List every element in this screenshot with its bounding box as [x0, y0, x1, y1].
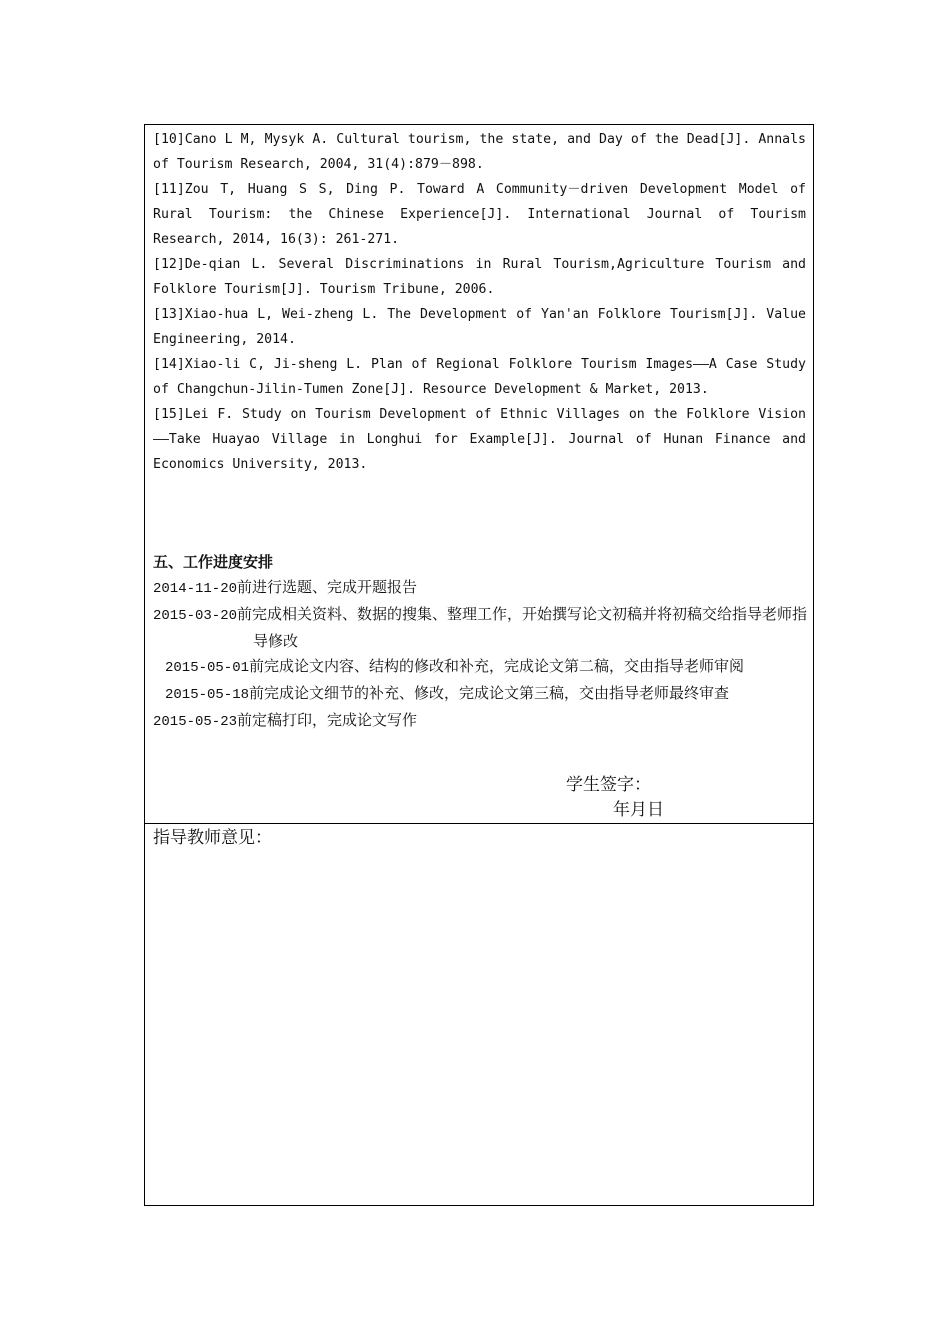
student-signature-label: 学生签字： — [566, 775, 651, 795]
schedule-date: 2015-05-18 — [165, 687, 250, 703]
schedule-text: 前完成论文内容、结构的修改和补充，完成论文第二稿，交由指导老师审阅 — [249, 657, 745, 675]
schedule-text: 前完成相关资料、数据的搜集、整理工作，开始撰写论文初稿并将初稿交给指导老师指导修改 — [237, 605, 808, 650]
schedule-item — [153, 602, 809, 654]
reference-item: [15]Lei F. Study on Tourism Development of Ethnic Villages on the Folklore Vision——Take Huayao Village in Longhui for Example[J]. Journal of Hunan Finance and Economics University, 2013. — [153, 407, 806, 472]
reference-item: [12]De-qian L. Several Discriminations in Rural Tourism,Agriculture Tourism and Folklore Tourism[J]. Tourism Tribune, 2006. — [153, 257, 806, 297]
schedule-text: 前完成论文细节的补充、修改，完成论文第三稿，交由指导老师最终审查 — [249, 684, 730, 702]
reference-item: [10]Cano L M, Mysyk A. Cultural tourism, the state, and Day of the Dead[J]. Annals of Tourism Research, 2004, 31(4):879－898. — [153, 132, 806, 172]
schedule-text: 前进行选题、完成开题报告 — [237, 578, 418, 596]
reference-item: [13]Xiao-hua L, Wei-zheng L. The Development of Yan'an Folklore Tourism[J]. Value Engineering, 2014. — [153, 307, 806, 347]
signature-date-label: 年月日 — [613, 800, 664, 820]
advisor-opinion-label: 指导教师意见： — [153, 828, 272, 848]
reference-list — [153, 127, 806, 477]
schedule-date: 2015-05-23 — [153, 714, 238, 730]
advisor-opinion-cell — [145, 824, 813, 1205]
schedule-heading: 五、工作进度安排 — [153, 553, 274, 571]
schedule-item — [153, 708, 809, 735]
proposal-form-table — [144, 124, 814, 1206]
reference-item: [14]Xiao-li C, Ji-sheng L. Plan of Regional Folklore Tourism Images——A Case Study of Changchun-Jilin-Tumen Zone[J]. Resource Development & Market, 2013. — [153, 357, 806, 397]
schedule-date: 2014-11-20 — [153, 581, 238, 597]
schedule-date: 2015-03-20 — [153, 608, 238, 624]
schedule-text: 前定稿打印，完成论文写作 — [237, 711, 418, 729]
references-schedule-cell — [145, 125, 813, 824]
schedule-item — [153, 654, 809, 681]
reference-item: [11]Zou T, Huang S S, Ding P. Toward A Community－driven Development Model of Rural Tourism: the Chinese Experience[J]. International Journal of Tourism Research, 2014, 16(3): 261-271. — [153, 182, 806, 247]
schedule-item — [153, 681, 809, 708]
schedule-item — [153, 575, 809, 602]
schedule-date: 2015-05-01 — [165, 660, 250, 676]
schedule-list — [153, 575, 809, 735]
